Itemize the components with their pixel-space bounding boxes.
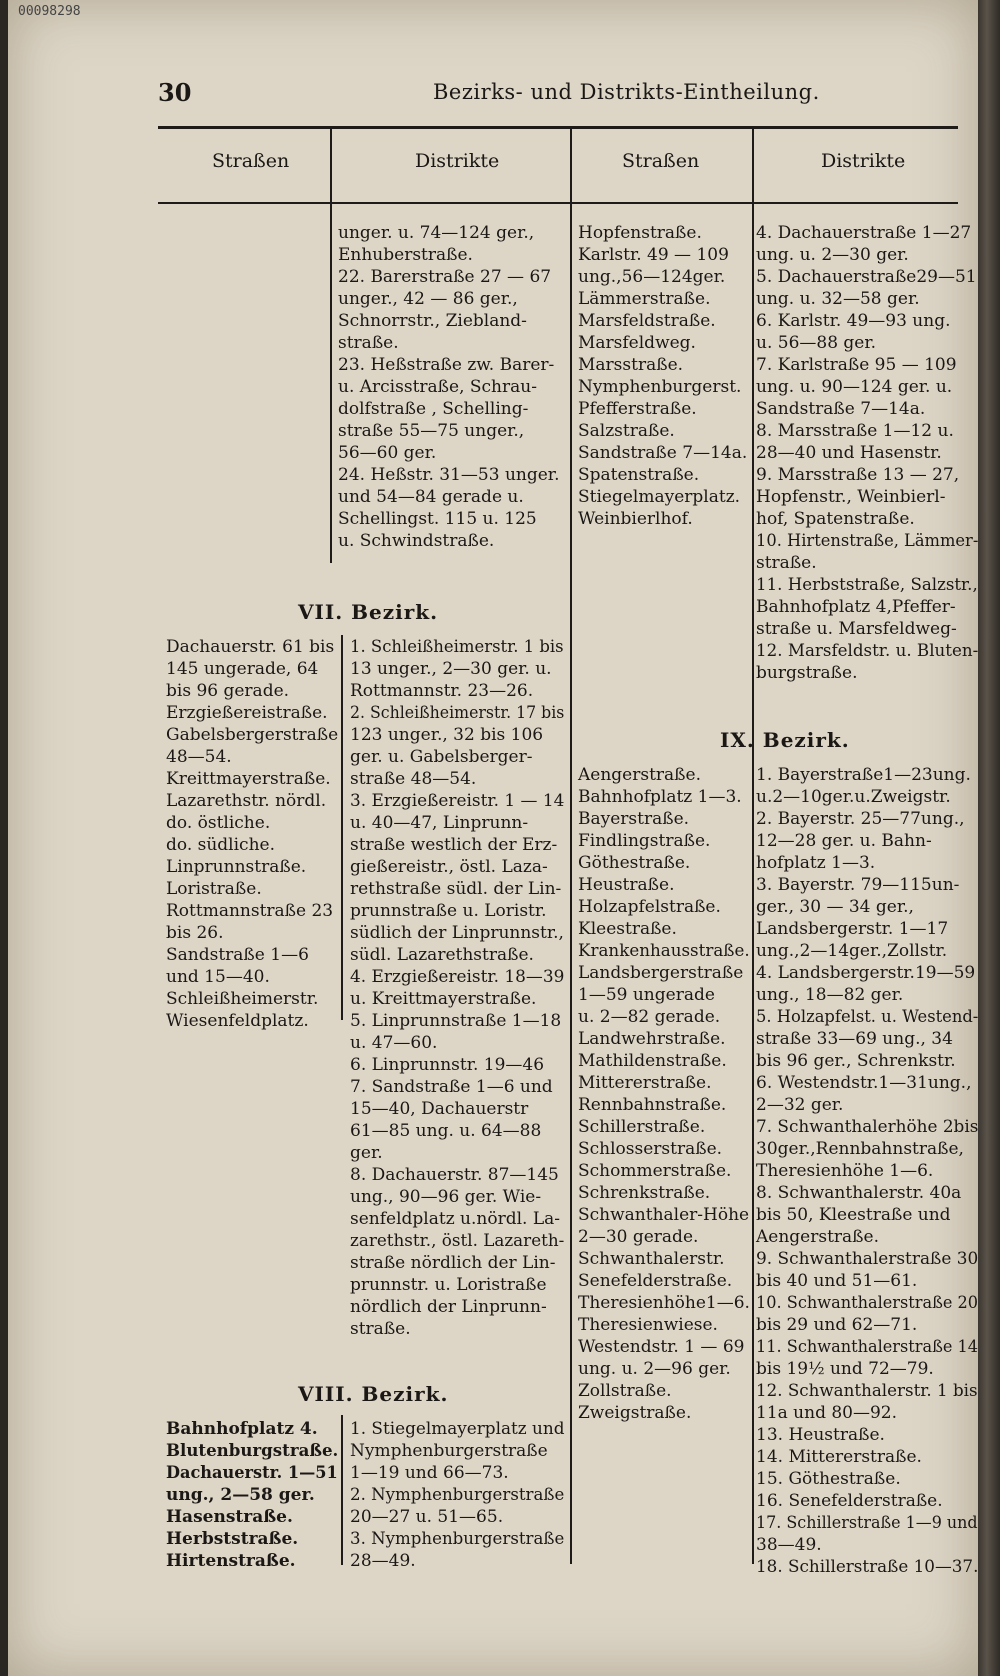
list-item: Karlstr. 49 — 109	[578, 245, 729, 265]
list-item: Gabelsbergerstraße	[166, 725, 339, 745]
list-item: 28—40 und Hasenstr.	[756, 443, 942, 463]
header-right-strassen: Straßen	[622, 150, 700, 172]
list-item: u. 2—82 gerade.	[578, 1007, 721, 1027]
list-item: Weinbierlhof.	[578, 509, 693, 529]
running-head: Bezirks- und Distrikts-Eintheilung.	[433, 80, 820, 104]
list-item: 3. Erzgießereistr. 1 — 14	[350, 791, 565, 811]
list-item: hof, Spatenstraße.	[756, 509, 915, 529]
page-number: 30	[158, 78, 192, 107]
list-item: nördlich der Linprunn-	[350, 1297, 547, 1317]
list-item: 12—28 ger. u. Bahn-	[756, 831, 932, 851]
list-item: unger., 42 — 86 ger.,	[338, 289, 518, 309]
list-item: Marsstraße.	[578, 355, 684, 375]
list-item: straße 48—54.	[350, 769, 477, 789]
bezirk-viii-strassen	[166, 1418, 347, 1572]
list-item: 6. Linprunnstr. 19—46	[350, 1055, 545, 1075]
list-item: Rottmannstraße 23	[166, 901, 334, 921]
list-item: dolfstraße , Schelling-	[338, 399, 529, 419]
list-item: Westendstr. 1 — 69	[578, 1337, 745, 1357]
list-item: Salzstraße.	[578, 421, 675, 441]
list-item: Bahnhofplatz 1—3.	[578, 787, 742, 807]
list-item: 1—59 ungerade	[578, 985, 715, 1005]
header-left-strassen: Straßen	[212, 150, 290, 172]
list-item: 3. Bayerstr. 79—115un-	[756, 875, 960, 895]
list-item: 7. Sandstraße 1—6 und	[350, 1077, 553, 1097]
bezirk-vii-distrikte	[350, 636, 581, 1340]
list-item: Lazarethstr. nördl.	[166, 791, 327, 811]
list-item: Holzapfelstraße.	[578, 897, 721, 917]
list-item: 4. Erzgießereistr. 18—39	[350, 967, 565, 987]
list-item: Schnorrstr., Ziebland-	[338, 311, 527, 331]
bezirk-ix-strassen	[578, 764, 753, 1424]
list-item: 3. Nymphenburgerstraße	[350, 1529, 565, 1549]
list-item: südlich der Linprunnstr.,	[350, 923, 564, 943]
list-item: 123 unger., 32 bis 106	[350, 725, 544, 745]
list-item: 24. Heßstr. 31—53 unger.	[338, 465, 560, 485]
book-page	[8, 0, 978, 1676]
list-item: u. Schwindstraße.	[338, 531, 495, 551]
list-item: 61—85 ung. u. 64—88	[350, 1121, 542, 1141]
list-item: ung., 2—58 ger.	[166, 1485, 315, 1505]
list-item: u. 47—60.	[350, 1033, 438, 1053]
list-item: 1—19 und 66—73.	[350, 1463, 509, 1483]
list-item: ung. u. 32—58 ger.	[756, 289, 920, 309]
list-item: Marsfeldstraße.	[578, 311, 716, 331]
list-item: bis 29 und 62—71.	[756, 1315, 918, 1335]
list-item: hofplatz 1—3.	[756, 853, 876, 873]
list-item: Schrenkstraße.	[578, 1183, 711, 1203]
list-item: 5. Linprunnstraße 1—18	[350, 1011, 562, 1031]
list-item: 22. Barerstraße 27 — 67	[338, 267, 552, 287]
list-item: Nymphenburgerstraße	[350, 1441, 548, 1461]
list-item: 48—54.	[166, 747, 232, 767]
list-item: u. Kreittmayerstraße.	[350, 989, 537, 1009]
list-item: Aengerstraße.	[756, 1227, 879, 1247]
list-item: Senefelderstraße.	[578, 1271, 733, 1291]
list-item: Hirtenstraße.	[166, 1551, 296, 1571]
list-item: 2. Nymphenburgerstraße	[350, 1485, 565, 1505]
list-item: ung. u. 2—96 ger.	[578, 1359, 731, 1379]
list-item: Stiegelmayerplatz.	[578, 487, 741, 507]
list-item: Lämmerstraße.	[578, 289, 711, 309]
list-item: 8. Dachauerstr. 87—145	[350, 1165, 559, 1185]
list-item: 5. Dachauerstraße29—51	[756, 267, 977, 287]
list-item: 11. Schwanthalerstraße 14	[756, 1337, 978, 1357]
bezirk-vii-strassen	[166, 636, 338, 1032]
list-item: Heustraße.	[578, 875, 675, 895]
list-item: Marsfeldweg.	[578, 333, 696, 353]
bezirk-viii-title: VIII. Bezirk.	[298, 1382, 449, 1406]
list-item: unger. u. 74—124 ger.,	[338, 223, 535, 243]
list-item: burgstraße.	[756, 663, 858, 683]
list-item: do. östliche.	[166, 813, 271, 833]
list-item: und 54—84 gerade u.	[338, 487, 524, 507]
list-item: 8. Schwanthalerstr. 40a	[756, 1183, 962, 1203]
list-item: Linprunnstraße.	[166, 857, 307, 877]
col-divider-left	[330, 128, 332, 563]
list-item: Zweigstraße.	[578, 1403, 692, 1423]
list-item: senfeldplatz u.nördl. La-	[350, 1209, 561, 1229]
list-item: bis 40 und 51—61.	[756, 1271, 918, 1291]
list-item: Krankenhausstraße.	[578, 941, 750, 961]
list-item: 10. Hirtenstraße, Lämmer-	[756, 531, 978, 551]
bezirk-viii-right-distrikte	[756, 222, 978, 684]
list-item: Landwehrstraße.	[578, 1029, 726, 1049]
list-item: 11. Herbststraße, Salzstr.,	[756, 575, 978, 595]
list-item: 13 unger., 2—30 ger. u.	[350, 659, 552, 679]
list-item: bis 26.	[166, 923, 224, 943]
list-item: ung., 90—96 ger. Wie-	[350, 1187, 542, 1207]
list-item: Landsbergerstr. 1—17	[756, 919, 949, 939]
list-item: Schwanthaler-Höhe	[578, 1205, 750, 1225]
list-item: Findlingstraße.	[578, 831, 711, 851]
list-item: Sandstraße 7—14a.	[756, 399, 926, 419]
header-right-distrikte: Distrikte	[821, 150, 906, 172]
list-item: Spatenstraße.	[578, 465, 700, 485]
list-item: Erzgießereistraße.	[166, 703, 328, 723]
list-item: 1. Bayerstraße1—23ung.	[756, 765, 971, 785]
list-item: 1. Schleißheimerstr. 1 bis	[350, 637, 564, 657]
list-item: ung. u. 90—124 ger. u.	[756, 377, 953, 397]
list-item: straße.	[338, 333, 399, 353]
bezirk-ix-title: IX. Bezirk.	[720, 728, 850, 752]
list-item: prunnstr. u. Loristraße	[350, 1275, 547, 1295]
list-item: prunnstraße u. Loristr.	[350, 901, 547, 921]
list-item: 18. Schillerstraße 10—37.	[756, 1557, 978, 1577]
list-item: 30ger.,Rennbahnstraße,	[756, 1139, 964, 1159]
list-item: 16. Senefelderstraße.	[756, 1491, 943, 1511]
list-item: Schwanthalerstr.	[578, 1249, 725, 1269]
list-item: 4. Landsbergerstr.19—59	[756, 963, 976, 983]
bezirk-viii-right-strassen	[578, 222, 747, 530]
list-item: 15. Göthestraße.	[756, 1469, 901, 1489]
list-item: 5. Holzapfelst. u. Westend-	[756, 1007, 978, 1027]
list-item: Zollstraße.	[578, 1381, 672, 1401]
col-divider-left-vii	[341, 635, 343, 1020]
list-item: Sandstraße 1—6	[166, 945, 309, 965]
list-item: ung. u. 2—30 ger.	[756, 245, 909, 265]
list-item: straße.	[350, 1319, 411, 1339]
list-item: ger. u. Gabelsberger-	[350, 747, 533, 767]
list-item: Dachauerstr. 61 bis	[166, 637, 335, 657]
list-item: 145 ungerade, 64	[166, 659, 319, 679]
list-item: Pfefferstraße.	[578, 399, 697, 419]
list-item: 17. Schillerstraße 1—9 und	[756, 1513, 978, 1533]
list-item: Enhuberstraße.	[338, 245, 473, 265]
list-item: Kleestraße.	[578, 919, 677, 939]
list-item: u. 40—47, Linprunn-	[350, 813, 529, 833]
list-item: 2—30 gerade.	[578, 1227, 699, 1247]
list-item: bis 50, Kleestraße und	[756, 1205, 951, 1225]
list-item: straße nördlich der Lin-	[350, 1253, 556, 1273]
list-item: 12. Marsfeldstr. u. Bluten-	[756, 641, 978, 661]
list-item: Blutenburgstraße.	[166, 1441, 339, 1461]
list-item: 1. Stiegelmayerplatz und	[350, 1419, 565, 1439]
list-item: ger., 30 — 34 ger.,	[756, 897, 914, 917]
list-item: bis 19½ und 72—79.	[756, 1359, 934, 1379]
list-item: 9. Schwanthalerstraße 30	[756, 1249, 978, 1269]
list-item: 7. Schwanthalerhöhe 2bis	[756, 1117, 978, 1137]
list-item: 6. Westendstr.1—31ung.,	[756, 1073, 972, 1093]
header-bottom-rule	[158, 202, 958, 204]
list-item: Theresienhöhe1—6.	[578, 1293, 750, 1313]
list-item: 10. Schwanthalerstraße 20	[756, 1293, 978, 1313]
list-item: Rennbahnstraße.	[578, 1095, 727, 1115]
header-left-distrikte: Distrikte	[415, 150, 500, 172]
list-item: Aengerstraße.	[578, 765, 701, 785]
list-item: Herbststraße.	[166, 1529, 299, 1549]
list-item: 6. Karlstr. 49—93 ung.	[756, 311, 951, 331]
list-item: Schommerstraße.	[578, 1161, 732, 1181]
list-item: ung.,56—124ger.	[578, 267, 726, 287]
bezirk-vii-title: VII. Bezirk.	[298, 600, 439, 624]
list-item: und 15—40.	[166, 967, 270, 987]
list-item: 56—60 ger.	[338, 443, 437, 463]
list-item: gießereistr., östl. Laza-	[350, 857, 548, 877]
list-item: straße.	[756, 553, 817, 573]
list-item: Theresienwiese.	[578, 1315, 718, 1335]
list-item: u.2—10ger.u.Zweigstr.	[756, 787, 951, 807]
list-item: 38—49.	[756, 1535, 822, 1555]
table-top-rule	[158, 126, 958, 129]
list-item: 9. Marsstraße 13 — 27,	[756, 465, 960, 485]
list-item: Landsbergerstraße	[578, 963, 744, 983]
list-item: Mittererstraße.	[578, 1073, 712, 1093]
list-item: 20—27 u. 51—65.	[350, 1507, 504, 1527]
list-item: rethstraße südl. der Lin-	[350, 879, 562, 899]
list-item: Mathildenstraße.	[578, 1051, 727, 1071]
list-item: 2—32 ger.	[756, 1095, 844, 1115]
list-item: südl. Lazarethstraße.	[350, 945, 534, 965]
bezirk-vi-distrikte	[338, 222, 559, 552]
list-item: 15—40, Dachauerstr	[350, 1099, 529, 1119]
list-item: Schillerstraße.	[578, 1117, 706, 1137]
list-item: 12. Schwanthalerstr. 1 bis	[756, 1381, 978, 1401]
list-item: 13. Heustraße.	[756, 1425, 885, 1445]
list-item: Hopfenstr., Weinbierl-	[756, 487, 946, 507]
list-item: zarethstr., östl. Lazareth-	[350, 1231, 565, 1251]
list-item: 23. Heßstraße zw. Barer-	[338, 355, 555, 375]
list-item: bis 96 ger., Schrenkstr.	[756, 1051, 956, 1071]
list-item: do. südliche.	[166, 835, 275, 855]
list-item: Göthestraße.	[578, 853, 691, 873]
list-item: Sandstraße 7—14a.	[578, 443, 748, 463]
list-item: Kreittmayerstraße.	[166, 769, 331, 789]
scan-id: 00098298	[18, 4, 81, 19]
list-item: bis 96 gerade.	[166, 681, 290, 701]
list-item: Schlosserstraße.	[578, 1139, 723, 1159]
list-item: ger.	[350, 1143, 383, 1163]
list-item: 28—49.	[350, 1551, 416, 1571]
list-item: Loristraße.	[166, 879, 262, 899]
list-item: straße westlich der Erz-	[350, 835, 558, 855]
list-item: 8. Marsstraße 1—12 u.	[756, 421, 954, 441]
list-item: ung.,2—14ger.,Zollstr.	[756, 941, 948, 961]
list-item: 2. Bayerstr. 25—77ung.,	[756, 809, 965, 829]
list-item: 11a und 80—92.	[756, 1403, 898, 1423]
book-binding-edge	[978, 0, 1000, 1676]
list-item: Bahnhofplatz 4,Pfeffer-	[756, 597, 956, 617]
list-item: 14. Mittererstraße.	[756, 1447, 922, 1467]
list-item: Theresienhöhe 1—6.	[756, 1161, 934, 1181]
bezirk-viii-distrikte	[350, 1418, 569, 1572]
list-item: Bayerstraße.	[578, 809, 690, 829]
list-item: Rottmannstr. 23—26.	[350, 681, 534, 701]
list-item: straße 55—75 unger.,	[338, 421, 525, 441]
list-item: Schellingst. 115 u. 125	[338, 509, 537, 529]
list-item: Nymphenburgerst.	[578, 377, 742, 397]
list-item: Bahnhofplatz 4.	[166, 1419, 318, 1439]
list-item: Schleißheimerstr.	[166, 989, 319, 1009]
list-item: straße u. Marsfeldweg-	[756, 619, 957, 639]
list-item: u. 56—88 ger.	[756, 333, 877, 353]
list-item: Wiesenfeldplatz.	[166, 1011, 309, 1031]
list-item: Hasenstraße.	[166, 1507, 293, 1527]
list-item: Hopfenstraße.	[578, 223, 702, 243]
list-item: ung., 18—82 ger.	[756, 985, 904, 1005]
list-item: Dachauerstr. 1—51	[166, 1463, 338, 1483]
list-item: 2. Schleißheimerstr. 17 bis	[350, 703, 565, 723]
list-item: straße 33—69 ung., 34	[756, 1029, 953, 1049]
list-item: u. Arcisstraße, Schrau-	[338, 377, 537, 397]
bezirk-ix-distrikte	[756, 764, 978, 1578]
list-item: 7. Karlstraße 95 — 109	[756, 355, 957, 375]
list-item: 4. Dachauerstraße 1—27	[756, 223, 972, 243]
